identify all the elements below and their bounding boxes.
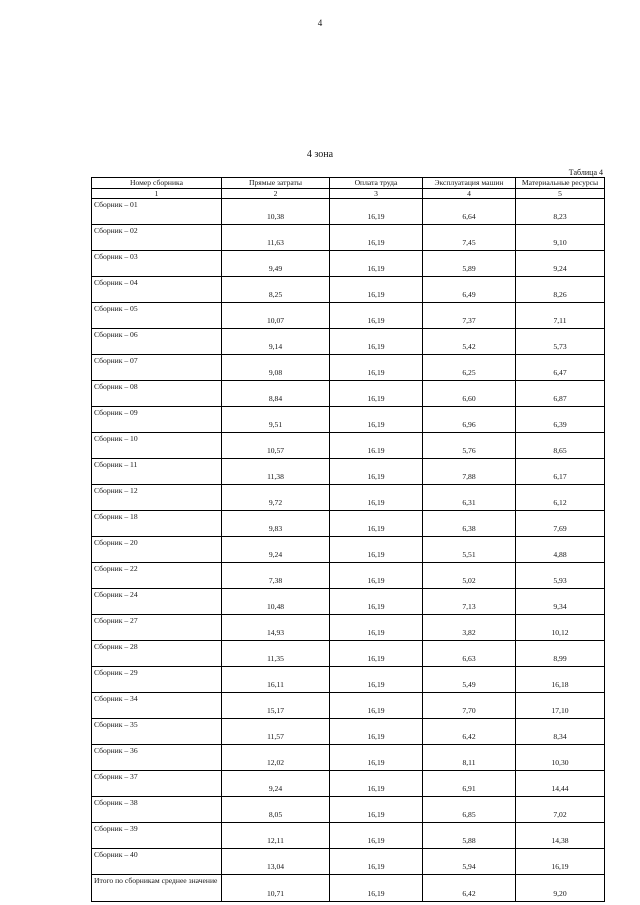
table-header: [92, 178, 605, 189]
collection-name-cell: Сборник – 28: [92, 641, 222, 667]
table-row: [92, 433, 605, 459]
machine-operation-cell: 8,11: [423, 745, 516, 771]
direct-costs-cell: 9,08: [222, 355, 330, 381]
collection-name-cell: Сборник – 27: [92, 615, 222, 641]
table-row: [92, 407, 605, 433]
labor-pay-cell: 16,19: [330, 797, 423, 823]
collection-name-cell: Сборник – 22: [92, 563, 222, 589]
header-labor-pay: Оплата труда: [330, 178, 423, 189]
labor-pay-cell: 16,19: [330, 719, 423, 745]
material-resources-cell: 8,34: [516, 719, 605, 745]
collection-name-cell: Сборник – 34: [92, 693, 222, 719]
collection-name-cell: Сборник – 09: [92, 407, 222, 433]
header-direct-costs: Прямые затраты: [222, 178, 330, 189]
collection-name-cell: Сборник – 06: [92, 329, 222, 355]
collection-name-cell: Сборник – 11: [92, 459, 222, 485]
machine-operation-cell: 7,70: [423, 693, 516, 719]
material-resources-cell: 17,10: [516, 693, 605, 719]
labor-pay-cell: 16,19: [330, 667, 423, 693]
table-row: [92, 719, 605, 745]
table-row: [92, 277, 605, 303]
table-row: [92, 329, 605, 355]
column-number: 2: [222, 189, 330, 199]
material-resources-cell: 6,12: [516, 485, 605, 511]
labor-pay-cell: 16,19: [330, 225, 423, 251]
machine-operation-cell: 6,91: [423, 771, 516, 797]
table-row: [92, 823, 605, 849]
collection-name-cell: Сборник – 01: [92, 199, 222, 225]
labor-pay-cell: 16.19: [330, 433, 423, 459]
labor-pay-cell: 16,19: [330, 641, 423, 667]
labor-pay-cell: 16,19: [330, 251, 423, 277]
collection-name-cell: Сборник – 03: [92, 251, 222, 277]
direct-costs-cell: 9,24: [222, 537, 330, 563]
direct-costs-cell: 10,57: [222, 433, 330, 459]
material-resources-cell: 8,65: [516, 433, 605, 459]
collection-name-cell: Сборник – 39: [92, 823, 222, 849]
machine-operation-cell: 5,02: [423, 563, 516, 589]
labor-pay-cell: 16,19: [330, 303, 423, 329]
labor-pay-cell: 16,19: [330, 823, 423, 849]
material-resources-cell: 16,19: [516, 849, 605, 875]
labor-pay-cell: 16,19: [330, 745, 423, 771]
table-row: [92, 485, 605, 511]
direct-costs-cell: 12,11: [222, 823, 330, 849]
column-number: 3: [330, 189, 423, 199]
machine-operation-cell: 6,85: [423, 797, 516, 823]
direct-costs-cell: 10,48: [222, 589, 330, 615]
machine-operation-cell: 5,49: [423, 667, 516, 693]
collection-name-cell: Сборник – 07: [92, 355, 222, 381]
material-resources-cell: 6,47: [516, 355, 605, 381]
machine-operation-cell: 6,42: [423, 875, 516, 902]
direct-costs-cell: 9,83: [222, 511, 330, 537]
labor-pay-cell: 16,19: [330, 277, 423, 303]
labor-pay-cell: 16,19: [330, 589, 423, 615]
table-row: [92, 355, 605, 381]
direct-costs-cell: 15,17: [222, 693, 330, 719]
machine-operation-cell: 7,45: [423, 225, 516, 251]
labor-pay-cell: 16,19: [330, 459, 423, 485]
material-resources-cell: 8,23: [516, 199, 605, 225]
direct-costs-cell: 9,49: [222, 251, 330, 277]
collection-name-cell: Сборник – 38: [92, 797, 222, 823]
labor-pay-cell: 16,19: [330, 563, 423, 589]
collection-name-cell: Сборник – 08: [92, 381, 222, 407]
collection-name-cell: Сборник – 24: [92, 589, 222, 615]
labor-pay-cell: 16,19: [330, 875, 423, 902]
direct-costs-cell: 9,24: [222, 771, 330, 797]
material-resources-cell: 8,99: [516, 641, 605, 667]
material-resources-cell: 14,38: [516, 823, 605, 849]
direct-costs-cell: 8,05: [222, 797, 330, 823]
labor-pay-cell: 16,19: [330, 537, 423, 563]
direct-costs-cell: 12,02: [222, 745, 330, 771]
material-resources-cell: 14,44: [516, 771, 605, 797]
machine-operation-cell: 5,88: [423, 823, 516, 849]
table-row: [92, 771, 605, 797]
material-resources-cell: 9,10: [516, 225, 605, 251]
table-row: [92, 693, 605, 719]
column-number-row: [92, 189, 605, 199]
column-number: 1: [92, 189, 222, 199]
header-collection-number: Номер сборника: [92, 178, 222, 189]
collection-name-cell: Сборник – 12: [92, 485, 222, 511]
material-resources-cell: 7,02: [516, 797, 605, 823]
table-row: [92, 459, 605, 485]
machine-operation-cell: 7,88: [423, 459, 516, 485]
direct-costs-cell: 9,51: [222, 407, 330, 433]
labor-pay-cell: 16,19: [330, 849, 423, 875]
table-row: [92, 199, 605, 225]
material-resources-cell: 10,30: [516, 745, 605, 771]
direct-costs-cell: 13,04: [222, 849, 330, 875]
direct-costs-cell: 8,25: [222, 277, 330, 303]
machine-operation-cell: 6,25: [423, 355, 516, 381]
material-resources-cell: 5,93: [516, 563, 605, 589]
collection-name-cell: Сборник – 20: [92, 537, 222, 563]
header-machine-operation: Эксплуатация машин: [423, 178, 516, 189]
total-row: [92, 875, 605, 902]
machine-operation-cell: 5,89: [423, 251, 516, 277]
collection-name-cell: Сборник – 10: [92, 433, 222, 459]
table-row: [92, 537, 605, 563]
labor-pay-cell: 16,19: [330, 381, 423, 407]
material-resources-cell: 9,24: [516, 251, 605, 277]
table-row: [92, 381, 605, 407]
material-resources-cell: 9,20: [516, 875, 605, 902]
table-row: [92, 589, 605, 615]
summary-table: [91, 177, 605, 902]
table-row: [92, 797, 605, 823]
direct-costs-cell: 11,63: [222, 225, 330, 251]
table-row: [92, 641, 605, 667]
machine-operation-cell: 6,31: [423, 485, 516, 511]
table-row: [92, 303, 605, 329]
direct-costs-cell: 10,38: [222, 199, 330, 225]
machine-operation-cell: 3,82: [423, 615, 516, 641]
machine-operation-cell: 5,76: [423, 433, 516, 459]
machine-operation-cell: 6,96: [423, 407, 516, 433]
collection-name-cell: Сборник – 36: [92, 745, 222, 771]
column-number: 5: [516, 189, 605, 199]
direct-costs-cell: 9,72: [222, 485, 330, 511]
labor-pay-cell: 16,19: [330, 329, 423, 355]
material-resources-cell: 5,73: [516, 329, 605, 355]
material-resources-cell: 9,34: [516, 589, 605, 615]
machine-operation-cell: 5,94: [423, 849, 516, 875]
machine-operation-cell: 7,13: [423, 589, 516, 615]
direct-costs-cell: 10,71: [222, 875, 330, 902]
direct-costs-cell: 7,38: [222, 563, 330, 589]
labor-pay-cell: 16,19: [330, 771, 423, 797]
material-resources-cell: 10,12: [516, 615, 605, 641]
material-resources-cell: 7,69: [516, 511, 605, 537]
table-row: [92, 667, 605, 693]
material-resources-cell: 6,87: [516, 381, 605, 407]
labor-pay-cell: 16,19: [330, 511, 423, 537]
page-number: 4: [317, 18, 323, 28]
labor-pay-cell: 16,19: [330, 199, 423, 225]
zone-title: 4 зона: [306, 149, 334, 160]
collection-name-cell: Сборник – 18: [92, 511, 222, 537]
labor-pay-cell: 16,19: [330, 355, 423, 381]
collection-name-cell: Итого по сборникам среднее значение: [92, 875, 222, 902]
direct-costs-cell: 8,84: [222, 381, 330, 407]
machine-operation-cell: 6,49: [423, 277, 516, 303]
table-body: [92, 189, 605, 902]
collection-name-cell: Сборник – 40: [92, 849, 222, 875]
collection-name-cell: Сборник – 05: [92, 303, 222, 329]
direct-costs-cell: 11,38: [222, 459, 330, 485]
direct-costs-cell: 11,35: [222, 641, 330, 667]
direct-costs-cell: 10,07: [222, 303, 330, 329]
machine-operation-cell: 6,63: [423, 641, 516, 667]
machine-operation-cell: 6,60: [423, 381, 516, 407]
machine-operation-cell: 5,42: [423, 329, 516, 355]
header-row: [92, 178, 605, 189]
collection-name-cell: Сборник – 04: [92, 277, 222, 303]
table-row: [92, 225, 605, 251]
labor-pay-cell: 16,19: [330, 615, 423, 641]
table-row: [92, 563, 605, 589]
machine-operation-cell: 6,64: [423, 199, 516, 225]
column-number: 4: [423, 189, 516, 199]
machine-operation-cell: 6,42: [423, 719, 516, 745]
table-row: [92, 615, 605, 641]
labor-pay-cell: 16,19: [330, 485, 423, 511]
material-resources-cell: 6,39: [516, 407, 605, 433]
table-row: [92, 251, 605, 277]
machine-operation-cell: 6,38: [423, 511, 516, 537]
direct-costs-cell: 14,93: [222, 615, 330, 641]
machine-operation-cell: 5,51: [423, 537, 516, 563]
material-resources-cell: 7,11: [516, 303, 605, 329]
collection-name-cell: Сборник – 35: [92, 719, 222, 745]
table-row: [92, 511, 605, 537]
material-resources-cell: 16,18: [516, 667, 605, 693]
material-resources-cell: 8,26: [516, 277, 605, 303]
table-row: [92, 745, 605, 771]
direct-costs-cell: 16,11: [222, 667, 330, 693]
direct-costs-cell: 11,57: [222, 719, 330, 745]
labor-pay-cell: 16,19: [330, 693, 423, 719]
table-label: Таблица 4: [568, 168, 603, 177]
table-row: [92, 849, 605, 875]
header-material-resources: Материальные ресурсы: [516, 178, 605, 189]
collection-name-cell: Сборник – 29: [92, 667, 222, 693]
collection-name-cell: Сборник – 02: [92, 225, 222, 251]
machine-operation-cell: 7,37: [423, 303, 516, 329]
labor-pay-cell: 16,19: [330, 407, 423, 433]
material-resources-cell: 6,17: [516, 459, 605, 485]
material-resources-cell: 4,88: [516, 537, 605, 563]
collection-name-cell: Сборник – 37: [92, 771, 222, 797]
direct-costs-cell: 9,14: [222, 329, 330, 355]
